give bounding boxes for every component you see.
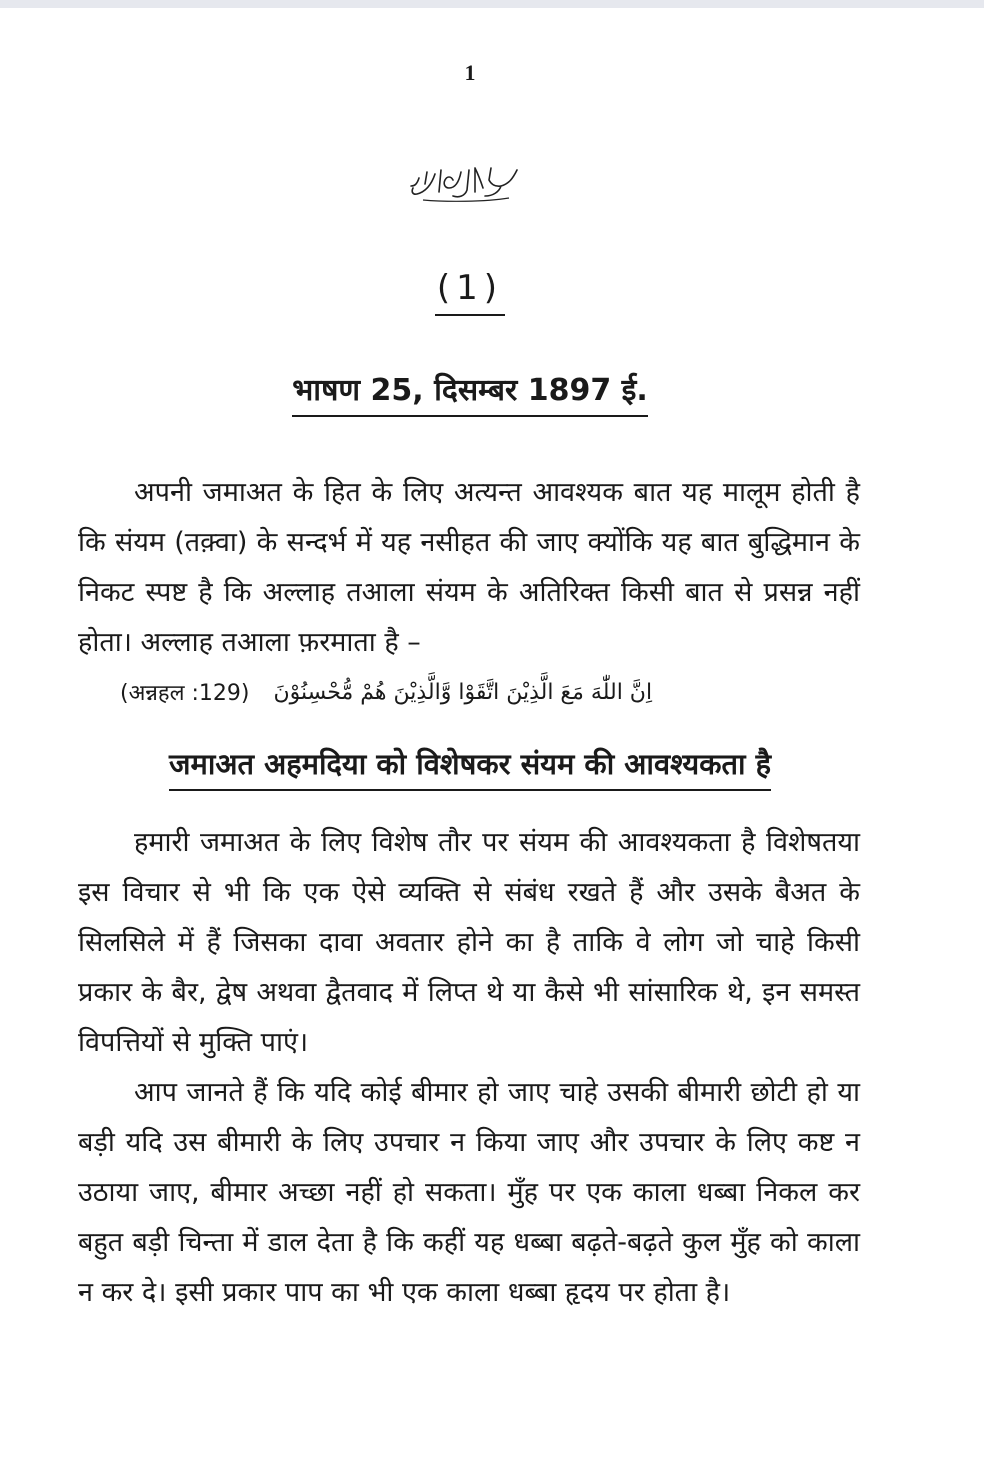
section-heading-text: जमाअत अहमदिया को विशेषकर संयम की आवश्यकता है — [169, 744, 771, 791]
chapter-number — [0, 268, 940, 316]
section-heading — [0, 744, 940, 791]
quote-reference: (अन्नहल :129) — [120, 681, 250, 706]
paragraph-intro: अपनी जमाअत के हित के लिए अत्यन्त आवश्यक बात यह मालूम होती है कि संयम (तक़्वा) के सन्दर्भ में यह नसीहत की जाए क्योंकि यह बात बुद्धिमान के निकट स्पष्ट है कि अल्लाह तआला संयम के अतिरिक्त किसी बात से प्रसन्न नहीं होता। अल्लाह तआला फ़रमाता है – — [78, 477, 860, 658]
speech-title — [0, 368, 940, 417]
paragraph-section-1: हमारी जमाअत के लिए विशेष तौर पर संयम की आवश्यकता है विशेषतया इस विचार से भी कि एक ऐसे व्यक्ति से संबंध रखते हैं और उसके बैअत के सिलसिले में हैं जिसका दावा अवतार होने का है ताकि वे लोग जो चाहे किसी प्रकार के बैर, द्वेष अथवा द्वैतवाद में लिप्त थे या कैसे भी सांसारिक थे, इन समस्त विपत्तियों से मुक्ति पाएं। — [78, 827, 860, 1058]
top-border — [0, 0, 984, 8]
paragraph-section-2: आप जानते हैं कि यदि कोई बीमार हो जाए चाहे उसकी बीमारी छोटी हो या बड़ी यदि उस बीमारी के लिए उपचार न किया जाए और उपचार के लिए कष्ट न उठाया जाए, बीमार अच्छा नहीं हो सकता। मुँह पर एक काला धब्बा निकल कर बहुत बड़ी चिन्ता में डाल देता है कि कहीं यह धब्बा बढ़ते-बढ़ते कुल मुँह को काला न कर दे। इसी प्रकार पाप का भी एक काला धब्बा हृदय पर होता है। — [78, 1077, 860, 1308]
page-number: 1 — [464, 60, 476, 85]
quran-quote — [120, 670, 680, 714]
chapter-number-text: (1) — [435, 268, 505, 316]
speech-title-text: भाषण 25, दिसम्बर 1897 ई. — [292, 368, 648, 417]
bismillah-calligraphy — [405, 158, 525, 206]
arabic-verse: اِنَّ اللّٰهَ مَعَ الَّذِيْنَ اتَّقَوْا وَّالَّذِيْنَ هُمْ مُّحْسِنُوْنَ — [273, 679, 653, 705]
